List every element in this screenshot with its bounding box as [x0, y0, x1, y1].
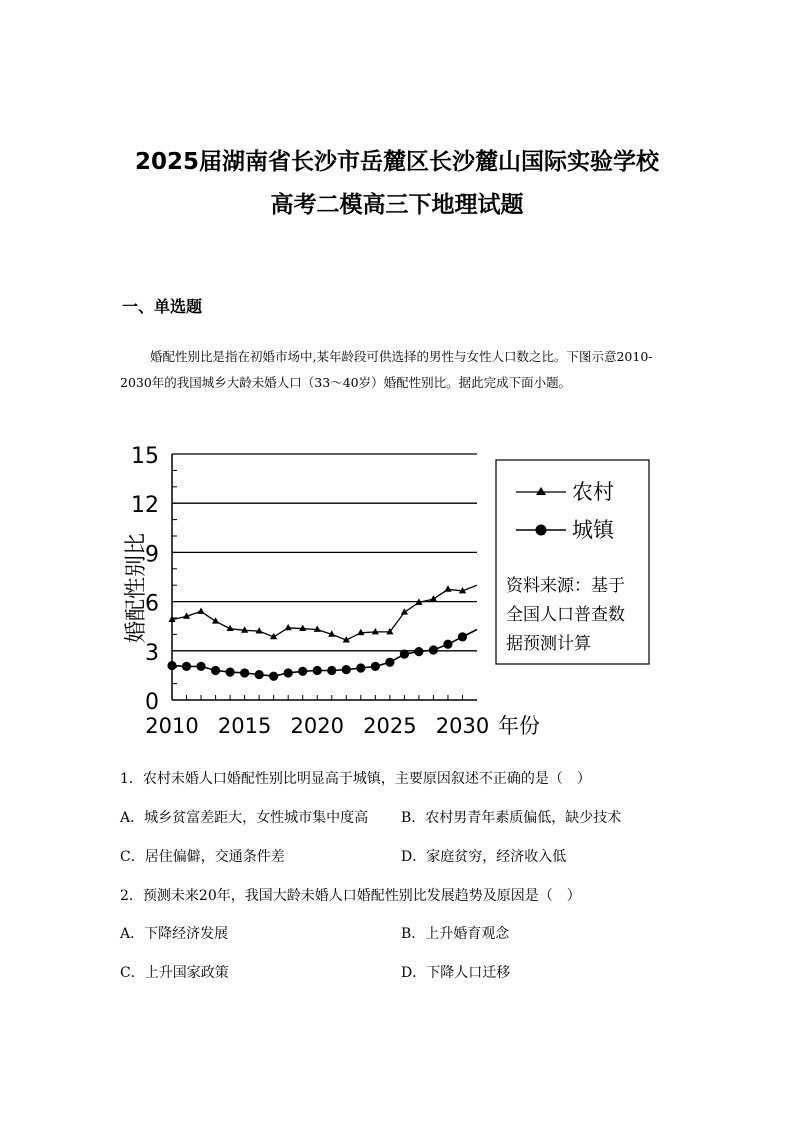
y-tick-6: 6 [145, 591, 159, 617]
point-rural-2013 [212, 617, 219, 623]
chart-axes [172, 454, 477, 700]
question-2-option-d[interactable]: D．下降人口迁移 [401, 965, 511, 981]
point-rural-2023 [357, 629, 364, 635]
y-tick-12: 12 [131, 493, 159, 519]
intro-paragraph: 婚配性别比是指在初婚市场中,某年龄段可供选择的男性与女性人口数之比。下图示意2010-2030年的我国城乡大龄未婚人口（33～40岁）婚配性别比。据此完成下面小题。 [120, 349, 653, 390]
y-tick-3: 3 [145, 640, 159, 666]
section-heading: 一、单选题 [122, 297, 203, 316]
question-1-option-a[interactable]: A．城乡贫富差距大，女性城市集中度高 [120, 810, 369, 826]
point-rural-2029 [444, 585, 451, 591]
x-tick-labels [145, 714, 489, 738]
series-rural-line [172, 585, 477, 640]
question-1-option-d[interactable]: D．家庭贫穷，经济收入低 [401, 849, 567, 865]
legend-rural-label: 农村 [572, 480, 614, 504]
point-rural-2019 [299, 625, 306, 631]
question-2-stem: 2．预测未来20年，我国大龄未婚人口婚配性别比发展趋势及原因是（ ） [120, 888, 581, 904]
question-2-option-c[interactable]: C．上升国家政策 [120, 965, 229, 981]
point-rural-2012 [197, 607, 204, 613]
x-tick-2020: 2020 [290, 714, 344, 738]
point-urban-2030 [458, 632, 467, 641]
question-1-stem: 1．农村未婚人口婚配性别比明显高于城镇，主要原因叙述不正确的是（ ） [120, 771, 591, 787]
point-rural-2024 [372, 628, 379, 634]
point-urban-2014 [225, 668, 234, 677]
legend-urban-label: 城镇 [572, 518, 614, 542]
legend-source-line-1: 资料来源：基于 [506, 576, 625, 596]
point-urban-2016 [255, 670, 264, 679]
x-tick-2015: 2015 [217, 714, 272, 738]
x-tick-2010: 2010 [145, 714, 199, 738]
point-urban-2020 [313, 666, 322, 675]
point-rural-2020 [314, 625, 321, 631]
y-tick-0: 0 [145, 690, 159, 715]
point-urban-2021 [327, 666, 336, 675]
point-urban-2017 [269, 672, 278, 681]
point-urban-2019 [298, 667, 307, 676]
question-1-option-c[interactable]: C．居住偏僻，交通条件差 [120, 849, 285, 865]
marriage-sex-ratio-chart [115, 438, 695, 738]
question-2-option-b[interactable]: B．上升婚育观念 [401, 926, 510, 942]
legend-source-line-3: 据预测计算 [506, 634, 591, 654]
point-urban-2012 [196, 662, 205, 671]
point-urban-2025 [385, 658, 394, 667]
y-axis-label: 婚配性别比 [124, 532, 149, 644]
title-line-2: 高考二模高三下地理试题 [270, 192, 524, 218]
point-urban-2018 [284, 668, 293, 677]
chart-series [167, 585, 477, 681]
point-urban-2010 [167, 661, 176, 670]
point-urban-2028 [429, 645, 438, 654]
point-urban-2024 [371, 662, 380, 671]
chart-legend [496, 460, 649, 664]
question-1-option-b[interactable]: B．农村男青年素质偏低，缺少技术 [401, 810, 622, 826]
point-rural-2018 [285, 624, 292, 630]
y-tick-9: 9 [145, 542, 159, 568]
point-urban-2023 [356, 663, 365, 672]
question-2-option-a[interactable]: A．下降经济发展 [120, 926, 229, 942]
point-urban-2015 [240, 668, 249, 677]
x-tick-2025: 2025 [363, 714, 417, 738]
point-urban-2026 [400, 649, 409, 658]
point-urban-2013 [211, 666, 220, 675]
y-tick-15: 15 [131, 444, 159, 469]
point-rural-2028 [430, 595, 437, 601]
point-urban-2011 [182, 662, 191, 671]
point-rural-2026 [401, 608, 408, 614]
point-urban-2022 [342, 665, 351, 674]
point-urban-2027 [414, 647, 423, 656]
legend-source-line-2: 全国人口普查数 [506, 605, 625, 625]
title-line-1: 2025届湖南省长沙市岳麓区长沙麓山国际实验学校 [134, 149, 659, 175]
x-tick-2030: 2030 [435, 714, 490, 738]
legend-urban-marker [536, 525, 547, 536]
point-urban-2029 [443, 640, 452, 649]
x-axis-label: 年份 [498, 714, 540, 738]
